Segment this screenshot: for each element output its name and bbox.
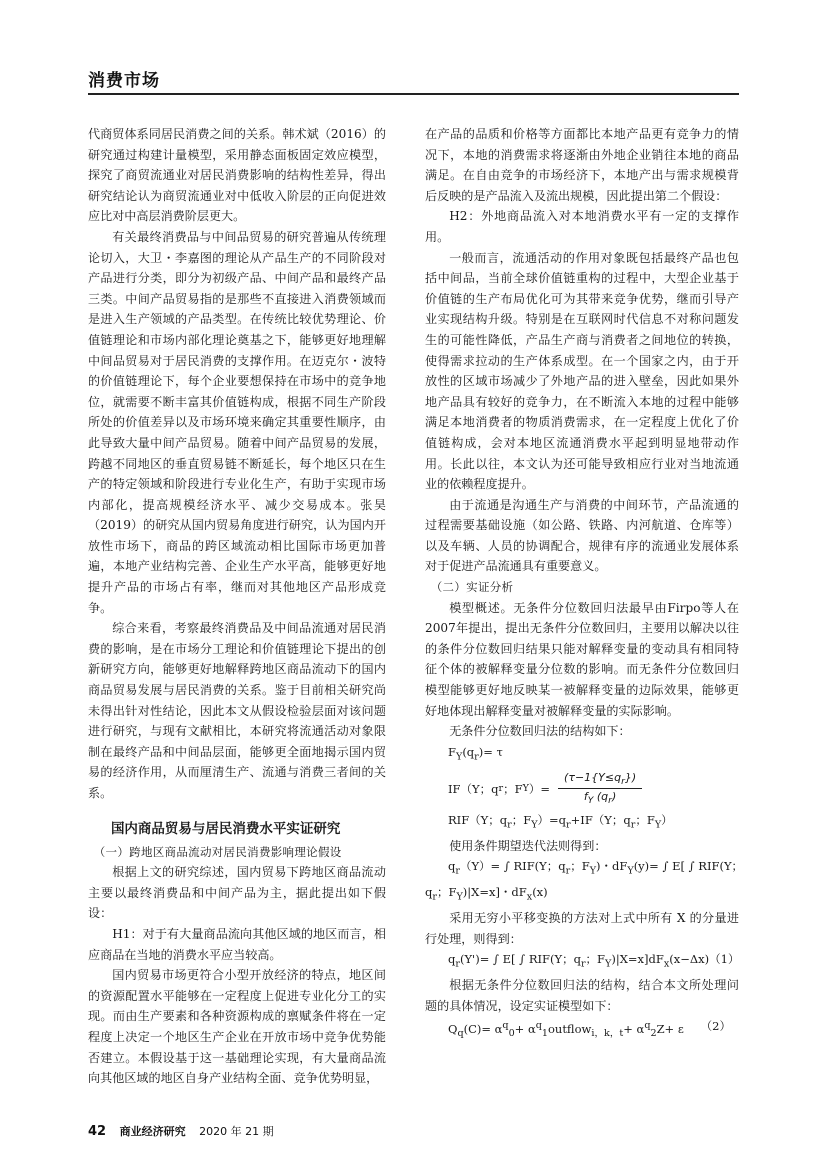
fraction: $\frac{(\tau-1\{Y\le q_r\})}{f_Y (q_r)}$ [558, 771, 642, 806]
page-footer [88, 1123, 274, 1139]
left-column [88, 124, 386, 1089]
right-column [425, 124, 744, 1045]
page-number: 42 [88, 1124, 107, 1139]
hypothesis-h2: H2：外地商品流入对本地消费水平有一定的支撑作用。 [425, 209, 739, 244]
formula-iterated-expectation-line1: $q_r(Y)=$ ∫ RIF(Y；$q_r$；$F_Y$)・$dF_Y(y)=$ ∫ E[ ∫ RIF(Y； [448, 859, 744, 877]
paragraph: 一般而言，流通活动的作用对象既包括最终产品也包括中间品，当前全球价值链重构的过程中，大型企业基于价值链的生产布局优化可为其带来竞争优势，继而引导产业实现结构升级。特别是在互联网时代信息不对称问题发生的可能性降低，产品生产商与消费者之间地位的转换，使得需求拉动的生产体系成型。在一个国家之内，由于开放性的区域市场减少了外地产品的进入壁垒，因此如果外地产品具有较好的竞争力，在不断流入本地的过程中能够满足本地消费者的物质消费需求，在一定程度上优化了价值链构成，会对本地区流通消费水平起到明显地带动作用。长此以往，本文认为还可能导致相应行业对当地流通业的依赖程度提升。 [425, 250, 739, 492]
paragraph: 代商贸体系同居民消费之间的关系。韩术斌（2016）的研究通过构建计量模型，采用静态面板固定效应模型，探究了商贸流通业对居民消费影响的结构性差异，得出研究结论认为商贸流通业对中低收入阶层的正向促进效应比对中高层消费阶层更大。 [88, 127, 386, 224]
paragraph: 根据无条件分位数回归法的结构，结合本文所处理问题的具体情况，设定实证模型如下： [425, 978, 739, 1013]
formula-influence-function: IF（Y；q r ；F Y ）= $\frac{(\tau-1\{Y\le q_r\})}{f_Y (q_r)}$ [425, 768, 739, 810]
paragraph: 由于流通是沟通生产与消费的中间环节，产品流通的过程需要基础设施（如公路、铁路、内河航道、仓库等）以及车辆、人员的协调配合，规律有序的流通业发展体系对于促进产品流通具有重要意义。 [425, 497, 739, 574]
header-rule [88, 93, 739, 95]
paragraph: 使用条件期望迭代法则得到： [449, 838, 607, 853]
page-header-title: 消费市场 [88, 71, 160, 91]
paragraph: 无条件分位数回归法的结构如下： [449, 724, 631, 739]
paragraph: 在产品的品质和价格等方面都比本地产品更有竞争力的情况下，本地的消费需求将逐渐由外地企业销往本地的商品满足。在自由竞争的市场经济下，本地产出与需求规模背后反映的是产品流入及流出规模，因此提出第二个假设： [425, 127, 739, 203]
section-heading: 国内商品贸易与居民消费水平实证研究 [110, 820, 341, 837]
formula-1: $q_r(Y')=$ ∫ E[ ∫ RIF(Y；$q_r$；$F_Y)|X=x]dF_x(x-\Delta x)$ （1） [425, 949, 739, 975]
formula-iterated-expectation-line2: $q_r$；$F_Y)|X=x$]・$dF_x(x)$ [425, 885, 548, 903]
equation-number: （2） [700, 1019, 731, 1034]
hypothesis-h1: H1：对于有大量商品流向其他区域的地区而言，相应商品在当地的消费水平应当较高。 [88, 926, 386, 962]
paragraph: 国内贸易市场更符合小型开放经济的特点，地区间的资源配置水平能够在一定程度上促进专业化分工的实现。而由生产要素和各种资源构成的禀赋条件将在一定程度上决定一个地区生产企业在开放市场中竞争优势能否建立。本假设基于这一基础理论实现，有大量商品流向其他区域的地区自身产业结构全面、竞争优势明显， [88, 968, 386, 1086]
paragraph: 模型概述。无条件分位数回归法最早由Firpo等人在2007年提出，提出无条件分位数回归，主要用以解决以往的条件分位数回归结果只能对解释变量的变动具有相同特征个体的被解释变量分位数的影响。而无条件分位数回归模型能够更好地反映某一被解释变量的边际效果，能够更好地体现出解释变量对被解释变量的实际影响。 [425, 600, 739, 718]
equation-number: （1） [709, 952, 740, 967]
paragraph: 有关最终消费品与中间品贸易的研究普遍从传统理论切入，大卫・李嘉图的理论从产品生产的不同阶段对产品进行分类，即分为初级产品、中间产品和最终产品三类。中间产品贸易指的是那些不直接进入消费领域而是进入生产领域的产品类型。在传统比较优势理论、价值链理论和市场内部化理论奠基之下，能够更好地理解中间品贸易对于居民消费的支撑作用。在迈克尔・波特的价值链理论下，每个企业要想保持在市场中的竞争地位，就需要不断丰富其价值链构成，根据不同生产阶段所处的价值差异以及市场环境来确定其重要性顺序，由此导致大量中间产品贸易。随着中间产品贸易的发展，跨越不同地区的垂直贸易链不断延长，每个地区只在生产的特定领域和阶段进行专业化生产，有助于实现市场内部化，提高规模经济水平、减少交易成本。张昊（2019）的研究从国内贸易角度进行研究，认为国内开放性市场下，商品的跨区域流动相比国际市场更加普遍，本地产业结构完善、企业生产水平高，能够更好地提升产品的市场占有率，继而对其他地区产品形成竞争。 [88, 229, 386, 615]
subsection-heading: （一）跨地区商品流动对居民消费影响理论假设 [93, 844, 342, 859]
paragraph: 采用无穷小平移变换的方法对上式中所有 X 的分量进行处理，则得到： [425, 910, 739, 946]
paragraph: 根据上文的研究综述，国内贸易下跨地区商品流动主要以最终消费品和中间产品为主，据此提出如下假设： [88, 865, 386, 921]
formula-cdf: $F_Y(q_r)= \tau$ [448, 744, 503, 763]
journal-name: 商业经济研究 [119, 1125, 186, 1138]
formula-2: $Q_q(C)= \alpha^q_0+$ $\alpha^q_1outflow_{i,k,t}+ \alpha^q_2Z+ \varepsilon$ （2） [425, 1016, 739, 1045]
issue-label: 2020 年 21 期 [199, 1125, 274, 1138]
formula-rif: RIF（Y；$q_r$；$F_Y)=q_r+IF(Y$；$q_r$；$F_Y$） [448, 812, 673, 830]
paragraph: 综合来看，考察最终消费品及中间品流通对居民消费的影响，是在市场分工理论和价值链理论下提出的创新研究方向，能够更好地解释跨地区商品流动下的国内商品贸易发展与居民消费的关系。鉴于目前相关研究尚未得出针对性结论，因此本文从假设检验层面对该问题进行研究，与现有文献相比，本研究将流通活动对象限制在最终产品和中间品层面，能够更全面地揭示国内贸易的经济作用，从而厘清生产、流通与消费三者间的关系。 [88, 621, 386, 800]
subsection-heading: （二）实证分析 [430, 580, 514, 595]
